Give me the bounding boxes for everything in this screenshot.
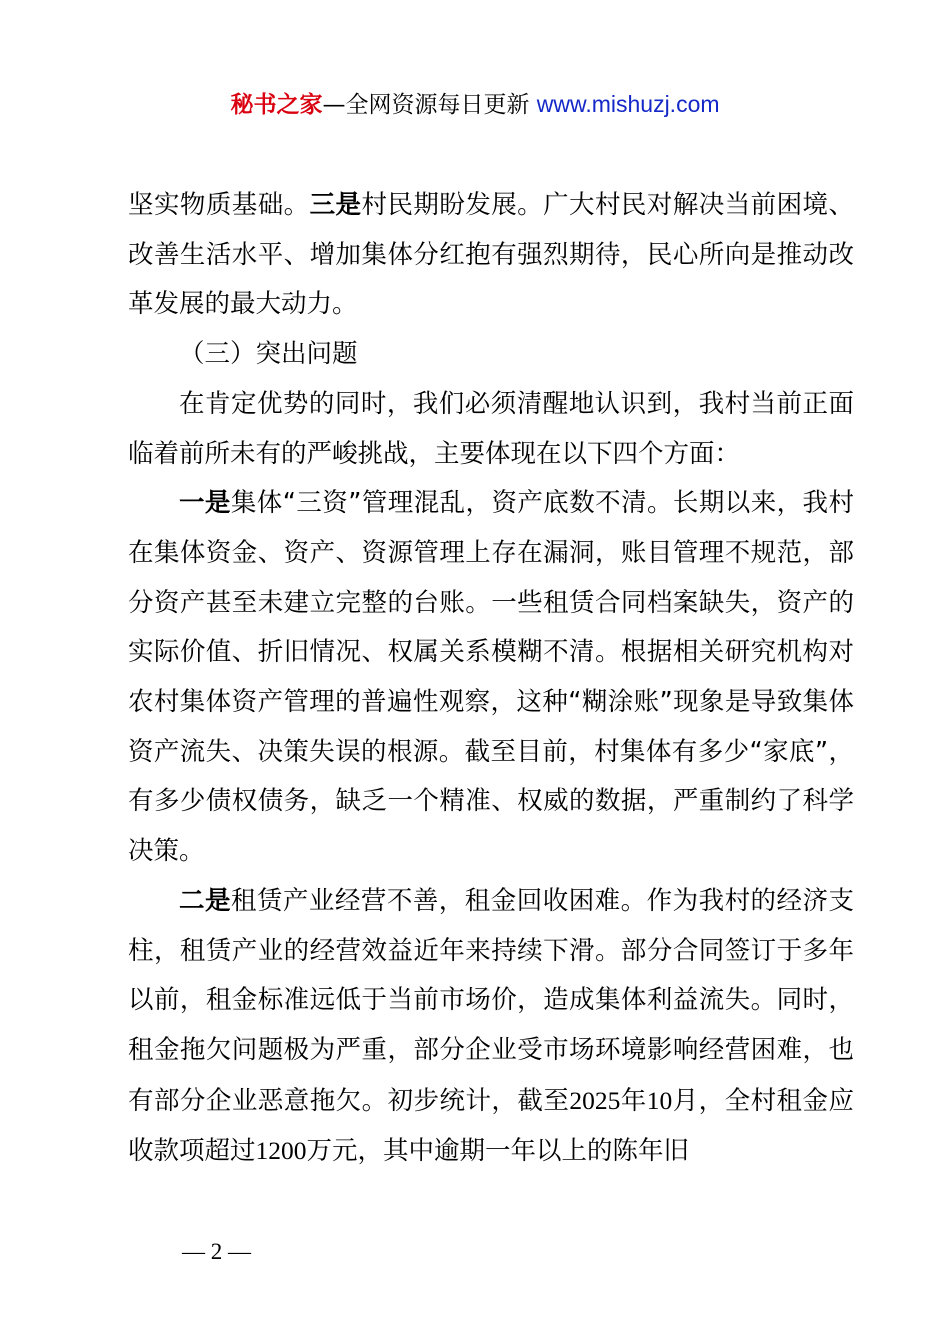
paragraph-1-text: 村民期盼发展。广大村民对解决当前困境、改善生活水平、增加集体分红抱有强烈期待，民心所向是推动改革发展的最大动力。	[128, 190, 854, 320]
document-body	[128, 181, 854, 1177]
paragraph-5	[128, 877, 854, 1177]
website-link[interactable]: www.mishuzj.com	[536, 91, 720, 117]
paragraph-1	[128, 181, 854, 330]
paragraph-1-start: 坚实物质基础。	[128, 190, 310, 220]
paragraph-5-text-b: 月，全村租金应收款项超过	[128, 1085, 854, 1167]
section-heading: （三）突出问题	[179, 339, 358, 370]
month-number: 10	[646, 1085, 673, 1115]
brand-name: 秘书之家	[230, 92, 323, 118]
banner-tagline: —全网资源每日更新	[322, 92, 530, 118]
year-number: 2025	[569, 1085, 621, 1115]
site-banner	[0, 88, 950, 121]
paragraph-4	[128, 479, 854, 877]
page-number: — 2 —	[182, 1239, 251, 1264]
amount-number: 1200	[255, 1136, 307, 1166]
paragraph-5-text-c: 万元，其中逾期一年以上的陈年旧	[306, 1136, 690, 1167]
paragraph-1-lead: 三是	[309, 190, 362, 220]
year-unit: 年	[620, 1085, 647, 1116]
paragraph-5-lead: 二是	[179, 885, 231, 916]
paragraph-3: 在肯定优势的同时，我们必须清醒地认识到，我村当前正面临着前所未有的严峻挑战，主要体现在以下四个方面：	[128, 388, 854, 469]
paragraph-4-lead: 一是	[179, 488, 231, 519]
paragraph-5-text-a: 租赁产业经营不善，租金回收困难。作为我村的经济支柱，租赁产业的经营效益近年来持续下滑。部分合同签订于多年以前，租金标准远低于当前市场价，造成集体利益流失。同时，租金拖欠问题极为严重，部分企业受市场环境影响经营困难，也有部分企业恶意拖欠。初步统计，截至	[128, 885, 854, 1116]
paragraph-4-text: 集体“三资”管理混乱，资产底数不清。长期以来，我村在集体资金、资产、资源管理上存在漏洞，账目管理不规范，部分资产甚至未建立完整的台账。一些租赁合同档案缺失，资产的实际价值、折旧情况、权属关系模糊不清。根据相关研究机构对农村集体资产管理的普遍性观察，这种“糊涂账”现象是导致集体资产流失、决策失误的根源。截至目前，村集体有多少“家底”，有多少债权债务，缺乏一个精准、权威的数据，严重制约了科学决策。	[128, 488, 854, 867]
